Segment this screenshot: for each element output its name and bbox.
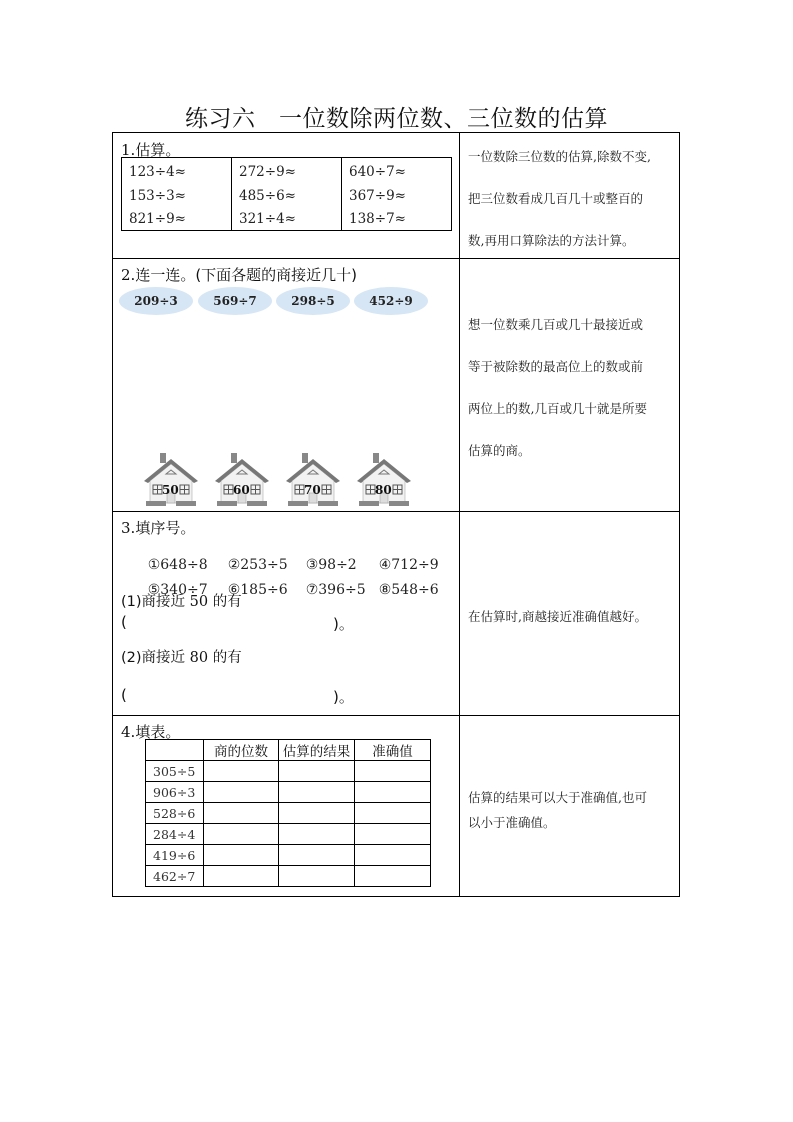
q1-item: 138÷7≈	[349, 211, 406, 227]
expression-bubble[interactable]: 452÷9	[354, 287, 428, 315]
table-header-row	[146, 740, 431, 761]
answer-cell[interactable]	[355, 866, 431, 887]
page-title: 练习六 一位数除两位数、三位数的估算	[185, 106, 608, 132]
q1-item: 821÷9≈	[129, 211, 186, 227]
close-paren: )。	[333, 615, 354, 633]
table-row	[146, 782, 431, 803]
answer-cell[interactable]	[279, 803, 355, 824]
q4-section	[113, 133, 459, 898]
q2-tip	[460, 259, 680, 511]
table-row	[146, 866, 431, 887]
expression-bubble[interactable]: 298÷5	[276, 287, 350, 315]
q1-item: 153÷3≈	[129, 187, 186, 204]
answer-cell[interactable]	[355, 845, 431, 866]
row-label: 462÷7	[146, 866, 204, 887]
table-row	[146, 845, 431, 866]
house-label: 60	[233, 483, 250, 497]
q3-sub1-value: 50	[189, 594, 209, 610]
q4-title-text: 填表。	[135, 723, 181, 741]
table-row	[146, 761, 431, 782]
q3-sub1-suffix: 的有	[208, 594, 242, 610]
house-label: 70	[304, 483, 321, 497]
worksheet-table	[112, 132, 680, 897]
q4-fill-table	[145, 739, 431, 887]
answer-cell[interactable]	[204, 866, 279, 887]
answer-cell[interactable]	[279, 824, 355, 845]
answer-cell[interactable]	[355, 761, 431, 782]
q3-option: ③98÷2	[305, 557, 357, 573]
tip-line: 想一位数乘几百或几十最接近或	[468, 317, 644, 332]
open-paren: (	[121, 686, 127, 704]
answer-cell[interactable]	[204, 761, 279, 782]
open-paren: (	[121, 613, 127, 631]
row-label: 419÷6	[146, 845, 204, 866]
house-label: 50	[162, 483, 179, 497]
answer-cell[interactable]	[279, 845, 355, 866]
answer-cell[interactable]	[355, 824, 431, 845]
q1-item: 321÷4≈	[239, 211, 296, 227]
table-header: 估算的结果	[279, 740, 355, 761]
q1-number: 1.	[121, 141, 136, 159]
q3-sub2-value: 80	[189, 650, 209, 666]
q3-option: ②253÷5	[227, 557, 288, 573]
answer-cell[interactable]	[355, 803, 431, 824]
q1-item: 485÷6≈	[239, 187, 296, 204]
q1-item: 367÷9≈	[349, 187, 406, 204]
tip-line: 估算的商。	[468, 443, 531, 458]
row-label: 284÷4	[146, 824, 204, 845]
answer-cell[interactable]	[279, 866, 355, 887]
table-row	[146, 824, 431, 845]
q3-option: ⑥185÷6	[227, 582, 288, 598]
answer-cell[interactable]	[355, 782, 431, 803]
expression-bubble[interactable]: 209÷3	[119, 287, 193, 315]
row-label: 305÷5	[146, 761, 204, 782]
house-label: 80	[375, 483, 392, 497]
tip-line: 等于被除数的最高位上的数或前	[468, 359, 644, 374]
tip-line: 两位上的数,几百或几十就是所要	[468, 401, 647, 416]
q3-option: ④712÷9	[378, 557, 439, 573]
expression-bubble[interactable]: 569÷7	[198, 287, 272, 315]
q1-tip	[460, 133, 680, 258]
tip-line: 数,再用口算除法的方法计算。	[468, 233, 635, 248]
q2-title-text: 连一连。(下面各题的商接近几十)	[135, 266, 358, 284]
answer-cell[interactable]	[204, 803, 279, 824]
q3-sub1-prefix: (1)商接近	[121, 594, 190, 610]
q3-option: ⑤340÷7	[147, 582, 208, 598]
answer-cell[interactable]	[279, 761, 355, 782]
q2-number: 2.	[121, 266, 136, 284]
q1-item: 640÷7≈	[349, 164, 406, 180]
answer-cell[interactable]	[204, 845, 279, 866]
answer-cell[interactable]	[279, 782, 355, 803]
q1-item: 123÷4≈	[129, 164, 186, 180]
table-header: 商的位数	[204, 740, 279, 761]
tip-line: 把三位数看成几百几十或整百的	[468, 191, 644, 206]
q3-sub2-suffix: 的有	[208, 650, 242, 666]
tip-line: 以小于准确值。	[468, 815, 556, 830]
table-row	[146, 803, 431, 824]
q3-option: ①648÷8	[147, 557, 208, 573]
row-label: 906÷3	[146, 782, 204, 803]
tip-line: 一位数除三位数的估算,除数不变,	[468, 149, 651, 164]
answer-cell[interactable]	[204, 782, 279, 803]
table-header	[146, 740, 204, 761]
tip-line: 估算的结果可以大于准确值,也可	[468, 790, 647, 805]
q3-sub2-prefix: (2)商接近	[121, 650, 190, 666]
q4-number: 4.	[121, 723, 136, 741]
q4-tip	[460, 716, 680, 898]
close-paren: )。	[333, 688, 354, 706]
q3-title-text: 填序号。	[135, 519, 196, 537]
q3-number: 3.	[121, 519, 136, 537]
answer-cell[interactable]	[204, 824, 279, 845]
row-label: 528÷6	[146, 803, 204, 824]
q1-item: 272÷9≈	[239, 164, 296, 180]
tip-line: 在估算时,商越接近准确值越好。	[468, 609, 647, 624]
q3-tip	[460, 512, 680, 715]
table-header: 准确值	[355, 740, 431, 761]
q3-option: ⑧548÷6	[378, 582, 439, 598]
q1-title-text: 估算。	[135, 141, 181, 159]
q3-option: ⑦396÷5	[305, 582, 366, 598]
